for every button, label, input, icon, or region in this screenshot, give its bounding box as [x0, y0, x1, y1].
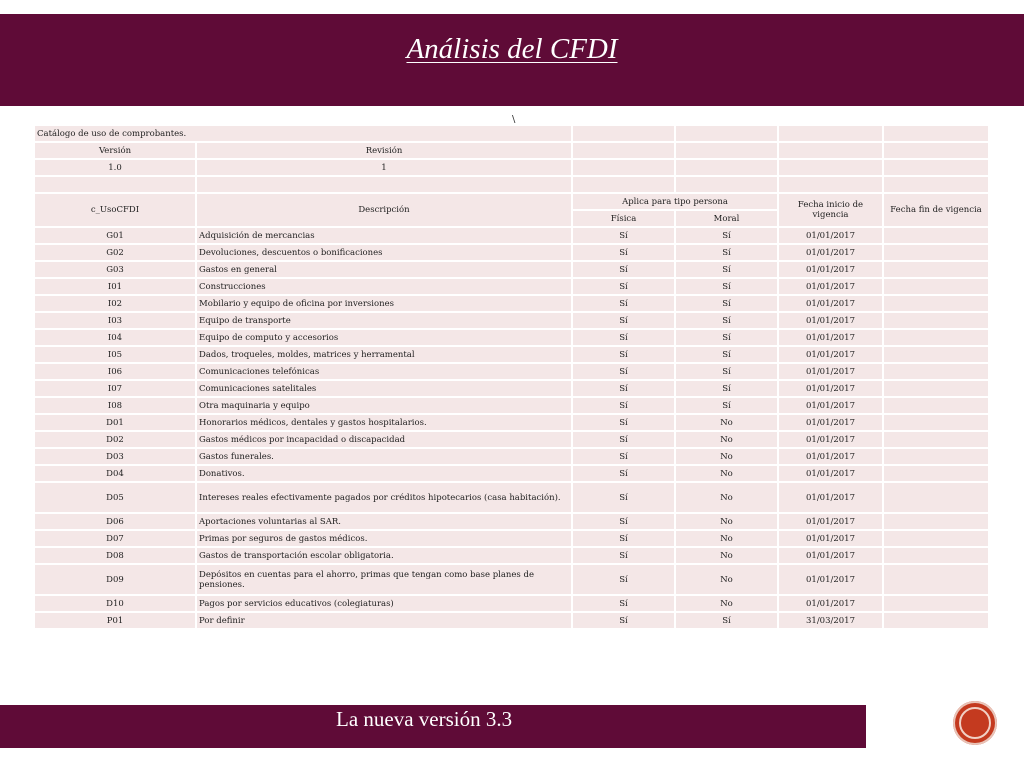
cell-code: G03 — [34, 261, 196, 278]
cell-end-date — [883, 530, 989, 547]
cell-end-date — [883, 448, 989, 465]
cell-end-date — [883, 612, 989, 629]
cell-end-date — [883, 414, 989, 431]
table-row — [34, 513, 989, 530]
cell-physical: Sí — [572, 278, 675, 295]
cell-physical: Sí — [572, 448, 675, 465]
cell-description: Gastos de transportación escolar obligatoria. — [196, 547, 572, 564]
cell-end-date — [883, 564, 989, 595]
stray-mark: \ — [512, 114, 516, 125]
cell-code: D09 — [34, 564, 196, 595]
cell-moral: Sí — [675, 397, 778, 414]
cell-moral: No — [675, 431, 778, 448]
cell-moral: Sí — [675, 329, 778, 346]
empty-cell — [572, 142, 675, 159]
cell-physical: Sí — [572, 465, 675, 482]
cell-moral: Sí — [675, 612, 778, 629]
cell-description: Equipo de computo y accesorios — [196, 329, 572, 346]
header-description: Descripción — [196, 193, 572, 227]
cell-physical: Sí — [572, 397, 675, 414]
cell-code: G02 — [34, 244, 196, 261]
header-code: c_UsoCFDI — [34, 193, 196, 227]
cell-end-date — [883, 244, 989, 261]
cell-moral: Sí — [675, 312, 778, 329]
cell-physical: Sí — [572, 595, 675, 612]
cell-code: D08 — [34, 547, 196, 564]
table-row — [34, 465, 989, 482]
cell-end-date — [883, 547, 989, 564]
cell-start-date: 01/01/2017 — [778, 547, 883, 564]
cell-moral: No — [675, 465, 778, 482]
slide-title: Análisis del CFDI — [406, 33, 618, 65]
cell-moral: Sí — [675, 380, 778, 397]
cell-physical: Sí — [572, 482, 675, 513]
cell-start-date: 01/01/2017 — [778, 397, 883, 414]
cell-physical: Sí — [572, 295, 675, 312]
cell-end-date — [883, 513, 989, 530]
revision-label: Revisión — [196, 142, 572, 159]
cell-start-date: 01/01/2017 — [778, 448, 883, 465]
cell-code: D03 — [34, 448, 196, 465]
cell-start-date: 01/01/2017 — [778, 261, 883, 278]
version-label-row — [34, 142, 989, 159]
cell-end-date — [883, 431, 989, 448]
empty-cell — [675, 159, 778, 176]
cell-code: I03 — [34, 312, 196, 329]
version-value-row — [34, 159, 989, 176]
cell-moral: Sí — [675, 244, 778, 261]
table-row — [34, 448, 989, 465]
cell-end-date — [883, 261, 989, 278]
empty-cell — [675, 176, 778, 193]
cell-start-date: 01/01/2017 — [778, 530, 883, 547]
empty-cell — [34, 176, 196, 193]
cell-moral: Sí — [675, 278, 778, 295]
cell-start-date: 01/01/2017 — [778, 414, 883, 431]
cell-physical: Sí — [572, 380, 675, 397]
cell-code: I02 — [34, 295, 196, 312]
cell-moral: Sí — [675, 363, 778, 380]
caption-row — [34, 125, 989, 142]
cell-code: D01 — [34, 414, 196, 431]
empty-cell — [883, 125, 989, 142]
cell-physical: Sí — [572, 329, 675, 346]
cell-physical: Sí — [572, 612, 675, 629]
empty-cell — [196, 176, 572, 193]
table-row — [34, 595, 989, 612]
table-row — [34, 414, 989, 431]
empty-cell — [572, 176, 675, 193]
header-start-date: Fecha inicio de vigencia — [778, 193, 883, 227]
cell-description: Aportaciones voluntarias al SAR. — [196, 513, 572, 530]
cell-description: Depósitos en cuentas para el ahorro, primas que tengan como base planes de pensiones. — [196, 564, 572, 595]
cell-start-date: 01/01/2017 — [778, 312, 883, 329]
table-row — [34, 261, 989, 278]
table-row — [34, 530, 989, 547]
cell-description: Intereses reales efectivamente pagados por créditos hipotecarios (casa habitación). — [196, 482, 572, 513]
cell-description: Comunicaciones satelitales — [196, 380, 572, 397]
cell-end-date — [883, 346, 989, 363]
cell-start-date: 01/01/2017 — [778, 595, 883, 612]
cell-start-date: 01/01/2017 — [778, 244, 883, 261]
cell-start-date: 01/01/2017 — [778, 380, 883, 397]
cell-code: G01 — [34, 227, 196, 244]
cell-description: Devoluciones, descuentos o bonificaciones — [196, 244, 572, 261]
cell-description: Construcciones — [196, 278, 572, 295]
footer-title: La nueva versión 3.3 — [336, 707, 513, 731]
cell-end-date — [883, 380, 989, 397]
cell-start-date: 01/01/2017 — [778, 329, 883, 346]
version-label: Versión — [34, 142, 196, 159]
cell-moral: No — [675, 564, 778, 595]
cell-physical: Sí — [572, 547, 675, 564]
cell-description: Primas por seguros de gastos médicos. — [196, 530, 572, 547]
cell-physical: Sí — [572, 261, 675, 278]
empty-cell — [572, 159, 675, 176]
logo-inner-ring — [959, 707, 991, 739]
cell-physical: Sí — [572, 564, 675, 595]
uso-cfdi-catalog-table — [33, 124, 990, 630]
cell-code: D06 — [34, 513, 196, 530]
cell-start-date: 01/01/2017 — [778, 278, 883, 295]
header-applies: Aplica para tipo persona — [572, 193, 778, 210]
cell-description: Adquisición de mercancias — [196, 227, 572, 244]
cell-code: I01 — [34, 278, 196, 295]
cell-code: I04 — [34, 329, 196, 346]
empty-cell — [675, 142, 778, 159]
cell-description: Comunicaciones telefónicas — [196, 363, 572, 380]
table-row — [34, 431, 989, 448]
empty-cell — [778, 125, 883, 142]
cell-moral: No — [675, 513, 778, 530]
empty-cell — [675, 125, 778, 142]
cell-description: Por definir — [196, 612, 572, 629]
cell-moral: Sí — [675, 295, 778, 312]
table-row — [34, 295, 989, 312]
header-end-date: Fecha fin de vigencia — [883, 193, 989, 227]
table-row — [34, 397, 989, 414]
cell-end-date — [883, 278, 989, 295]
table-row — [34, 278, 989, 295]
empty-cell — [572, 125, 675, 142]
table-row — [34, 329, 989, 346]
cell-code: D07 — [34, 530, 196, 547]
blank-row — [34, 176, 989, 193]
cell-description: Pagos por servicios educativos (colegiaturas) — [196, 595, 572, 612]
empty-cell — [778, 159, 883, 176]
cell-description: Gastos en general — [196, 261, 572, 278]
cell-description: Equipo de transporte — [196, 312, 572, 329]
cell-moral: No — [675, 530, 778, 547]
logo-icon — [953, 701, 997, 745]
table-row — [34, 244, 989, 261]
cell-end-date — [883, 312, 989, 329]
table-row — [34, 547, 989, 564]
cell-moral: No — [675, 414, 778, 431]
table-caption: Catálogo de uso de comprobantes. — [34, 125, 572, 142]
cell-start-date: 01/01/2017 — [778, 346, 883, 363]
cell-physical: Sí — [572, 346, 675, 363]
header-row — [34, 193, 989, 210]
cell-code: I08 — [34, 397, 196, 414]
cell-moral: No — [675, 547, 778, 564]
table-row — [34, 227, 989, 244]
cell-end-date — [883, 363, 989, 380]
table-row — [34, 346, 989, 363]
cell-physical: Sí — [572, 513, 675, 530]
cell-start-date: 01/01/2017 — [778, 363, 883, 380]
cell-start-date: 01/01/2017 — [778, 513, 883, 530]
cell-description: Donativos. — [196, 465, 572, 482]
table-row — [34, 312, 989, 329]
cell-description: Gastos médicos por incapacidad o discapacidad — [196, 431, 572, 448]
empty-cell — [883, 159, 989, 176]
cell-moral: Sí — [675, 346, 778, 363]
cell-end-date — [883, 482, 989, 513]
cell-description: Dados, troqueles, moldes, matrices y herramental — [196, 346, 572, 363]
revision-value: 1 — [196, 159, 572, 176]
cell-description: Otra maquinaria y equipo — [196, 397, 572, 414]
empty-cell — [883, 176, 989, 193]
cell-physical: Sí — [572, 312, 675, 329]
empty-cell — [778, 142, 883, 159]
cell-end-date — [883, 397, 989, 414]
table-row — [34, 482, 989, 513]
cell-moral: No — [675, 482, 778, 513]
cell-code: D02 — [34, 431, 196, 448]
cell-code: D05 — [34, 482, 196, 513]
cell-start-date: 01/01/2017 — [778, 465, 883, 482]
header-physical: Física — [572, 210, 675, 227]
table-row — [34, 380, 989, 397]
cell-end-date — [883, 465, 989, 482]
cell-start-date: 01/01/2017 — [778, 431, 883, 448]
cell-code: I06 — [34, 363, 196, 380]
empty-cell — [883, 142, 989, 159]
cell-physical: Sí — [572, 363, 675, 380]
table-row — [34, 612, 989, 629]
cell-end-date — [883, 329, 989, 346]
cell-code: D10 — [34, 595, 196, 612]
cell-physical: Sí — [572, 227, 675, 244]
cell-start-date: 31/03/2017 — [778, 612, 883, 629]
version-value: 1.0 — [34, 159, 196, 176]
cell-description: Honorarios médicos, dentales y gastos hospitalarios. — [196, 414, 572, 431]
cell-code: P01 — [34, 612, 196, 629]
cell-code: D04 — [34, 465, 196, 482]
cell-start-date: 01/01/2017 — [778, 227, 883, 244]
cell-end-date — [883, 295, 989, 312]
cell-code: I07 — [34, 380, 196, 397]
cell-end-date — [883, 227, 989, 244]
cell-start-date: 01/01/2017 — [778, 482, 883, 513]
cell-physical: Sí — [572, 530, 675, 547]
cell-description: Gastos funerales. — [196, 448, 572, 465]
table-row — [34, 564, 989, 595]
cell-moral: Sí — [675, 261, 778, 278]
cell-moral: No — [675, 448, 778, 465]
cell-physical: Sí — [572, 431, 675, 448]
header-moral: Moral — [675, 210, 778, 227]
cell-moral: No — [675, 595, 778, 612]
cell-start-date: 01/01/2017 — [778, 564, 883, 595]
table-row — [34, 363, 989, 380]
cell-start-date: 01/01/2017 — [778, 295, 883, 312]
cell-description: Mobilario y equipo de oficina por inversiones — [196, 295, 572, 312]
empty-cell — [778, 176, 883, 193]
cell-code: I05 — [34, 346, 196, 363]
cell-physical: Sí — [572, 244, 675, 261]
cell-moral: Sí — [675, 227, 778, 244]
cell-end-date — [883, 595, 989, 612]
cell-physical: Sí — [572, 414, 675, 431]
